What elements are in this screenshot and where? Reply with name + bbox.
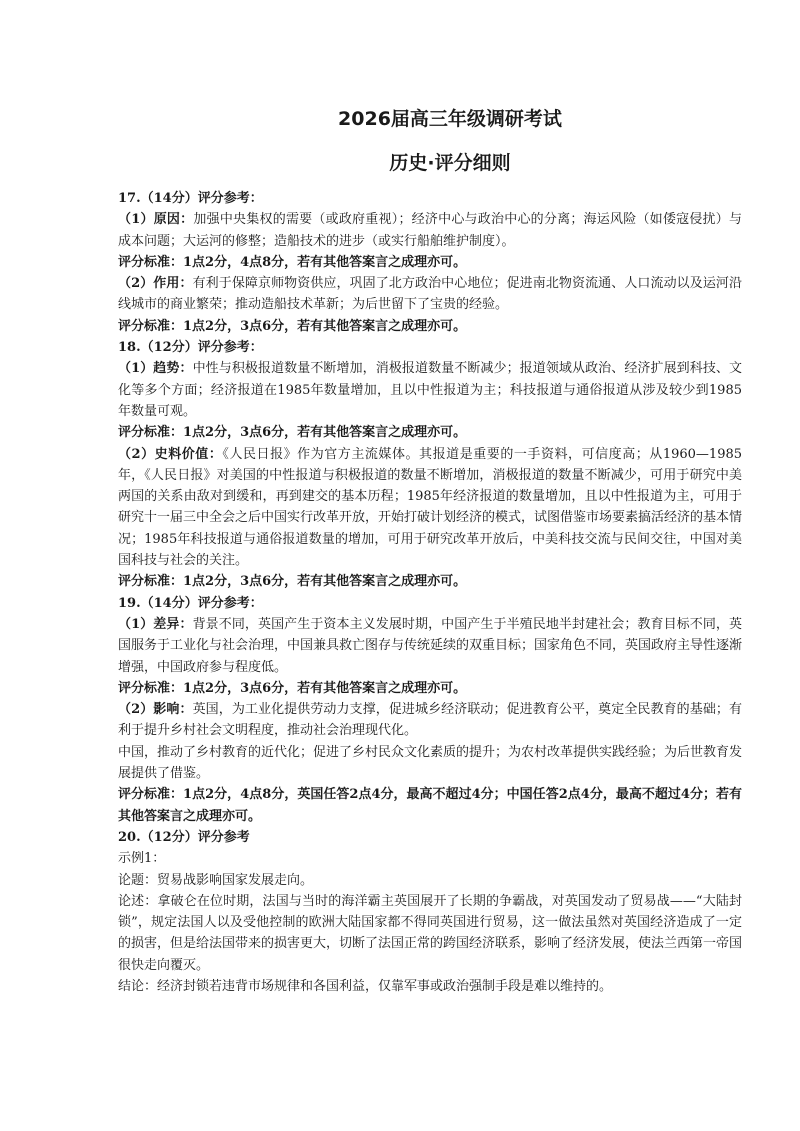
q17-part1 <box>118 209 742 252</box>
q19-part2 <box>118 699 742 742</box>
q18-part1-label: （1）趋势： <box>118 361 193 377</box>
q18-part2 <box>118 444 742 572</box>
q17-part2-label: （2）作用： <box>118 276 193 292</box>
q17-standard2: 评分标准：1点2分，3点6分，若有其他答案言之成理亦可。 <box>118 318 467 334</box>
q17-standard1: 评分标准：1点2分，4点8分，若有其他答案言之成理亦可。 <box>118 254 467 270</box>
q18-part2-label: （2）史料价值： <box>118 446 223 462</box>
q20-header: 20.（12分）评分参考 <box>118 829 250 845</box>
q20-example: 示例1： <box>118 851 166 867</box>
q19-standard2: 评分标准：1点2分，4点8分，英国任答2点4分，最高不超过4分；中国任答2点4分，最高不超过4分；若有其他答案言之成理亦可。 <box>118 787 742 824</box>
q18-part2-text: 《人民日报》作为官方主流媒体。其报道是重要的一手资料，可信度高；从1960—1985年，《人民日报》对美国的中性报道与积极报道的数量不断增加，消极报道的数量不断减少，可用于研究中美两国的关系由敌对到缓和，再到建交的基本历程；1985年经济报道的数量增加，且以中性报道为主，可用于研究十一届三中全会之后中国实行改革开放，开始打破计划经济的模式，试图借鉴市场要素搞活经济的基本情况；1985年科技报道与通俗报道数量的增加，可用于研究改革开放后，中美科技交流与民间交往，中国对美国科技与社会的关注。 <box>118 446 743 569</box>
document-title: 2026届高三年级调研考试 <box>338 108 562 130</box>
q18-part1 <box>118 358 742 422</box>
q19-part1-label: （1）差异： <box>118 616 193 632</box>
q19-part2-china: 中国，推动了乡村教育的近代化；促进了乡村民众文化素质的提升；为农村改革提供实践经验；为后世教育发展提供了借鉴。 <box>118 744 743 782</box>
q19-part2-label: （2）影响： <box>118 702 193 718</box>
q18-part1-text: 中性与积极报道数量不断增加，消极报道数量不断减少；报道领域从政治、经济扩展到科技、文化等多个方面；经济报道在1985年数量增加，且以中性报道为主；科技报道与通俗报道从涉及较少到1985年数量可观。 <box>118 361 742 419</box>
q18-header: 18.（12分）评分参考： <box>118 340 263 356</box>
q18-standard2: 评分标准：1点2分，3点6分，若有其他答案言之成理亦可。 <box>118 574 467 590</box>
q17-part2-text: 有利于保障京师物资供应，巩固了北方政治中心地位；促进南北物资流通、人口流动以及运河沿线城市的商业繁荣；推动造船技术革新；为后世留下了宝贵的经验。 <box>118 276 742 313</box>
q19-part1 <box>118 614 742 678</box>
q17-part1-label: （1）原因： <box>118 212 194 228</box>
q17-part2 <box>118 273 742 316</box>
q19-standard1: 评分标准：1点2分，3点6分，若有其他答案言之成理亦可。 <box>118 680 467 696</box>
q19-header: 19.（14分）评分参考： <box>118 595 263 611</box>
q19-part2-text: 英国，为工业化提供劳动力支撑，促进城乡经济联动；促进教育公平，奠定全民教育的基础；有利于提升乡村社会文明程度，推动社会治理现代化。 <box>118 702 742 739</box>
q19-part1-text: 背景不同，英国产生于资本主义发展时期，中国产生于半殖民地半封建社会；教育目标不同，英国服务于工业化与社会治理，中国兼具救亡图存与传统延续的双重目标；国家角色不同，英国政府主导性逐渐增强，中国政府参与程度低。 <box>118 616 743 675</box>
q17-part1-text: 加强中央集权的需要（或政府重视）；经济中心与政治中心的分离；海运风险（如倭寇侵扰）与成本问题；大运河的修整；造船技术的进步（或实行船舶维护制度）。 <box>118 212 742 249</box>
q17-header: 17.（14分）评分参考： <box>118 191 263 206</box>
q20-argument: 论述：拿破仑在位时期，法国与当时的海洋霸主英国展开了长期的争霸战，对英国发动了贸易战——“大陆封锁”，规定法国人以及受他控制的欧洲大陆国家都不得同英国进行贸易，这一做法虽然对英国经济造成了一定的损害，但是给法国带来的损害更大，切断了法国正常的跨国经济联系，影响了经济发展，使法兰西第一帝国很快走向覆灭。 <box>118 893 743 973</box>
q20-conclusion: 结论：经济封锁若违背市场规律和各国利益，仅靠军事或政治强制手段是难以维持的。 <box>118 978 613 994</box>
document-content <box>118 188 742 997</box>
q20-thesis: 论题：贸易战影响国家发展走向。 <box>118 872 314 888</box>
document-subtitle: 历史·评分细则 <box>389 152 511 174</box>
q18-standard1: 评分标准：1点2分，3点6分，若有其他答案言之成理亦可。 <box>118 425 467 441</box>
